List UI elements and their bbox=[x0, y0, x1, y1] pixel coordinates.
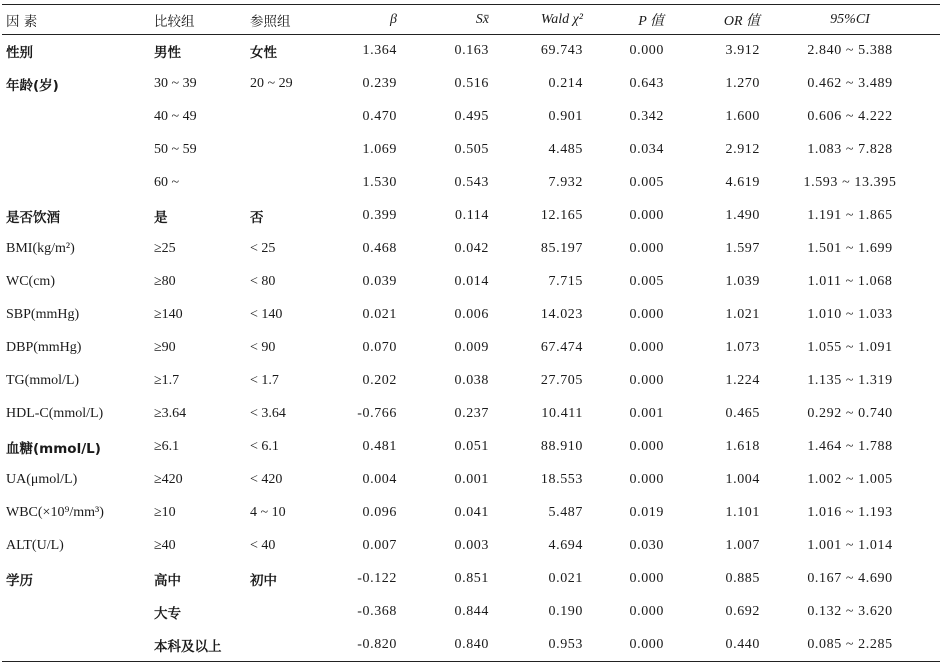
p-cell: 0.005 bbox=[629, 175, 664, 190]
p-cell: 0.000 bbox=[629, 472, 664, 487]
table-body bbox=[2, 35, 940, 662]
se-cell: 0.001 bbox=[454, 472, 489, 487]
factor-cell: HDL-C(mmol/L) bbox=[6, 406, 104, 421]
or-cell: 0.885 bbox=[725, 571, 760, 586]
table-row bbox=[2, 134, 940, 167]
or-cell: 1.597 bbox=[725, 241, 760, 256]
or-cell: 1.073 bbox=[725, 340, 760, 355]
reference-cell: < 140 bbox=[250, 307, 283, 322]
p-cell: 0.034 bbox=[629, 142, 664, 157]
reference-cell: 女性 bbox=[250, 45, 277, 62]
factor-cell: SBP(mmHg) bbox=[6, 307, 80, 322]
ci-cell: 1.135 ~ 1.319 bbox=[807, 373, 893, 388]
table-row bbox=[2, 167, 940, 200]
factor-cell bbox=[2, 596, 154, 629]
ci-cell: 1.593 ~ 13.395 bbox=[803, 175, 897, 190]
wald-cell: 85.197 bbox=[540, 241, 583, 256]
p-cell: 0.000 bbox=[629, 636, 664, 652]
factor-cell: 性别 bbox=[6, 45, 33, 62]
se-cell: 0.495 bbox=[454, 109, 489, 124]
table-row bbox=[2, 596, 940, 629]
or-cell: 2.912 bbox=[725, 142, 760, 157]
table-row bbox=[2, 563, 940, 596]
table-row bbox=[2, 497, 940, 530]
comparison-cell: 60 ~ bbox=[154, 175, 180, 190]
reference-cell bbox=[250, 167, 324, 200]
wald-cell: 4.485 bbox=[548, 142, 583, 157]
beta-cell: 1.069 bbox=[362, 142, 397, 157]
logistic-regression-table bbox=[2, 4, 940, 662]
p-cell: 0.000 bbox=[629, 307, 664, 322]
beta-cell: 1.364 bbox=[362, 43, 397, 59]
table-row bbox=[2, 464, 940, 497]
factor-cell: BMI(kg/m²) bbox=[6, 241, 75, 256]
ci-cell: 2.840 ~ 5.388 bbox=[807, 43, 893, 59]
wald-cell: 7.715 bbox=[548, 274, 583, 289]
beta-cell: 0.039 bbox=[362, 274, 397, 289]
header-se: Sx̄ bbox=[475, 11, 489, 27]
se-cell: 0.844 bbox=[454, 604, 489, 619]
comparison-cell: 本科及以上 bbox=[154, 638, 222, 655]
reference-cell: 20 ~ 29 bbox=[250, 76, 293, 91]
ci-cell: 1.055 ~ 1.091 bbox=[807, 340, 893, 355]
ci-cell: 0.132 ~ 3.620 bbox=[807, 604, 893, 619]
wald-cell: 67.474 bbox=[540, 340, 583, 355]
beta-cell: -0.766 bbox=[357, 406, 397, 421]
se-cell: 0.009 bbox=[454, 340, 489, 355]
comparison-cell: 是 bbox=[154, 210, 168, 226]
ci-cell: 0.606 ~ 4.222 bbox=[807, 109, 893, 124]
factor-cell: DBP(mmHg) bbox=[6, 340, 82, 355]
factor-cell: UA(μmol/L) bbox=[6, 472, 78, 487]
reference-cell bbox=[250, 629, 324, 662]
beta-cell: 0.481 bbox=[362, 439, 397, 454]
header-or: OR 值 bbox=[723, 13, 760, 29]
comparison-cell: ≥3.64 bbox=[154, 406, 187, 421]
table-row bbox=[2, 431, 940, 464]
or-cell: 1.490 bbox=[725, 208, 760, 223]
table-row bbox=[2, 233, 940, 266]
se-cell: 0.051 bbox=[454, 439, 489, 454]
beta-cell: 0.007 bbox=[362, 538, 397, 553]
wald-cell: 10.411 bbox=[541, 406, 583, 421]
wald-cell: 88.910 bbox=[540, 439, 583, 454]
or-cell: 1.618 bbox=[725, 439, 760, 454]
or-cell: 1.039 bbox=[725, 274, 760, 289]
se-cell: 0.163 bbox=[454, 43, 489, 59]
ci-cell: 1.083 ~ 7.828 bbox=[807, 142, 893, 157]
p-cell: 0.000 bbox=[629, 340, 664, 355]
comparison-cell: ≥10 bbox=[154, 505, 176, 520]
beta-cell: 0.202 bbox=[362, 373, 397, 388]
p-cell: 0.000 bbox=[629, 373, 664, 388]
beta-cell: 0.239 bbox=[362, 76, 397, 91]
table-row bbox=[2, 266, 940, 299]
table-row bbox=[2, 35, 940, 68]
ci-cell: 0.167 ~ 4.690 bbox=[807, 571, 893, 586]
wald-cell: 18.553 bbox=[540, 472, 583, 487]
beta-cell: 1.530 bbox=[362, 175, 397, 190]
factor-cell bbox=[2, 101, 154, 134]
p-cell: 0.000 bbox=[629, 241, 664, 256]
p-cell: 0.001 bbox=[629, 406, 664, 421]
table-row bbox=[2, 299, 940, 332]
p-cell: 0.000 bbox=[629, 43, 664, 59]
header-beta: β bbox=[390, 11, 397, 27]
comparison-cell: ≥90 bbox=[154, 340, 176, 355]
comparison-cell: 男性 bbox=[154, 45, 181, 62]
comparison-cell: ≥1.7 bbox=[154, 373, 180, 388]
reference-cell: < 40 bbox=[250, 538, 276, 553]
p-cell: 0.000 bbox=[629, 439, 664, 454]
factor-cell: 是否饮酒 bbox=[6, 210, 60, 226]
beta-cell: 0.096 bbox=[362, 505, 397, 520]
or-cell: 4.619 bbox=[725, 175, 760, 190]
or-cell: 3.912 bbox=[725, 43, 760, 59]
or-cell: 0.465 bbox=[725, 406, 760, 421]
reference-cell: < 25 bbox=[250, 241, 276, 256]
header-ci: 95%CI bbox=[830, 11, 870, 27]
wald-cell: 12.165 bbox=[540, 208, 583, 223]
beta-cell: -0.368 bbox=[357, 604, 397, 619]
p-cell: 0.342 bbox=[629, 109, 664, 124]
comparison-cell: ≥25 bbox=[154, 241, 176, 256]
ci-cell: 1.501 ~ 1.699 bbox=[807, 241, 893, 256]
p-cell: 0.000 bbox=[629, 604, 664, 619]
wald-cell: 0.214 bbox=[548, 76, 583, 91]
wald-cell: 69.743 bbox=[540, 43, 583, 59]
factor-cell: 学历 bbox=[6, 573, 33, 589]
wald-cell: 14.023 bbox=[540, 307, 583, 322]
factor-cell: 血糖(mmol/L) bbox=[6, 441, 101, 457]
se-cell: 0.003 bbox=[454, 538, 489, 553]
header-reference: 参照组 bbox=[250, 13, 291, 30]
wald-cell: 0.021 bbox=[548, 571, 583, 586]
reference-cell: < 1.7 bbox=[250, 373, 279, 388]
reference-cell: 初中 bbox=[250, 573, 277, 589]
factor-cell: WBC(×10⁹/mm³) bbox=[6, 505, 104, 520]
factor-cell: 年龄(岁) bbox=[6, 78, 59, 94]
reference-cell: < 3.64 bbox=[250, 406, 286, 421]
p-cell: 0.030 bbox=[629, 538, 664, 553]
beta-cell: 0.021 bbox=[362, 307, 397, 322]
comparison-cell: ≥80 bbox=[154, 274, 176, 289]
comparison-cell: ≥6.1 bbox=[154, 439, 180, 454]
se-cell: 0.041 bbox=[454, 505, 489, 520]
ci-cell: 1.016 ~ 1.193 bbox=[807, 505, 893, 520]
ci-cell: 0.085 ~ 2.285 bbox=[807, 636, 893, 652]
wald-cell: 0.953 bbox=[548, 636, 583, 652]
beta-cell: -0.122 bbox=[357, 571, 397, 586]
ci-cell: 1.001 ~ 1.014 bbox=[807, 538, 893, 553]
se-cell: 0.042 bbox=[454, 241, 489, 256]
se-cell: 0.505 bbox=[454, 142, 489, 157]
or-cell: 1.004 bbox=[725, 472, 760, 487]
or-cell: 1.021 bbox=[725, 307, 760, 322]
wald-cell: 0.901 bbox=[548, 109, 583, 124]
comparison-cell: 50 ~ 59 bbox=[154, 142, 197, 157]
header-wald: Wald χ² bbox=[540, 11, 583, 27]
table-row bbox=[2, 365, 940, 398]
table-row bbox=[2, 68, 940, 101]
table-header-row bbox=[2, 5, 940, 35]
factor-cell bbox=[2, 167, 154, 200]
or-cell: 1.101 bbox=[725, 505, 760, 520]
table-row bbox=[2, 530, 940, 563]
factor-cell: TG(mmol/L) bbox=[6, 373, 80, 388]
or-cell: 1.600 bbox=[725, 109, 760, 124]
ci-cell: 0.292 ~ 0.740 bbox=[807, 406, 893, 421]
p-cell: 0.019 bbox=[629, 505, 664, 520]
comparison-cell: 大专 bbox=[154, 606, 181, 622]
reference-cell: 否 bbox=[250, 210, 264, 226]
table-row bbox=[2, 398, 940, 431]
header-p: P 值 bbox=[638, 13, 664, 29]
wald-cell: 4.694 bbox=[548, 538, 583, 553]
or-cell: 0.692 bbox=[725, 604, 760, 619]
wald-cell: 5.487 bbox=[548, 505, 583, 520]
se-cell: 0.851 bbox=[454, 571, 489, 586]
table-row bbox=[2, 200, 940, 233]
reference-cell: < 420 bbox=[250, 472, 283, 487]
comparison-cell: ≥420 bbox=[154, 472, 183, 487]
p-cell: 0.005 bbox=[629, 274, 664, 289]
ci-cell: 1.191 ~ 1.865 bbox=[807, 208, 893, 223]
beta-cell: 0.399 bbox=[362, 208, 397, 223]
se-cell: 0.237 bbox=[454, 406, 489, 421]
se-cell: 0.014 bbox=[454, 274, 489, 289]
factor-cell: ALT(U/L) bbox=[6, 538, 64, 553]
header-factor: 因 素 bbox=[6, 13, 38, 30]
table-row bbox=[2, 101, 940, 134]
reference-cell bbox=[250, 101, 324, 134]
se-cell: 0.543 bbox=[454, 175, 489, 190]
p-cell: 0.000 bbox=[629, 208, 664, 223]
reference-cell: < 90 bbox=[250, 340, 276, 355]
ci-cell: 1.010 ~ 1.033 bbox=[807, 307, 893, 322]
beta-cell: 0.470 bbox=[362, 109, 397, 124]
comparison-cell: 30 ~ 39 bbox=[154, 76, 197, 91]
se-cell: 0.114 bbox=[455, 208, 489, 223]
se-cell: 0.006 bbox=[454, 307, 489, 322]
se-cell: 0.516 bbox=[454, 76, 489, 91]
wald-cell: 0.190 bbox=[548, 604, 583, 619]
wald-cell: 27.705 bbox=[540, 373, 583, 388]
header-comparison: 比较组 bbox=[154, 13, 195, 30]
reference-cell: < 6.1 bbox=[250, 439, 279, 454]
comparison-cell: 40 ~ 49 bbox=[154, 109, 197, 124]
reference-cell bbox=[250, 134, 324, 167]
table-row bbox=[2, 629, 940, 662]
or-cell: 1.270 bbox=[725, 76, 760, 91]
wald-cell: 7.932 bbox=[548, 175, 583, 190]
p-cell: 0.000 bbox=[629, 571, 664, 586]
table-row bbox=[2, 332, 940, 365]
p-cell: 0.643 bbox=[629, 76, 664, 91]
reference-cell: 4 ~ 10 bbox=[250, 505, 286, 520]
factor-cell: WC(cm) bbox=[6, 274, 55, 289]
comparison-cell: ≥40 bbox=[154, 538, 176, 553]
se-cell: 0.038 bbox=[454, 373, 489, 388]
ci-cell: 1.464 ~ 1.788 bbox=[807, 439, 893, 454]
comparison-cell: 高中 bbox=[154, 573, 181, 589]
factor-cell bbox=[2, 629, 154, 662]
factor-cell bbox=[2, 134, 154, 167]
reference-cell bbox=[250, 596, 324, 629]
comparison-cell: ≥140 bbox=[154, 307, 183, 322]
ci-cell: 1.002 ~ 1.005 bbox=[807, 472, 893, 487]
reference-cell: < 80 bbox=[250, 274, 276, 289]
beta-cell: -0.820 bbox=[357, 636, 397, 652]
or-cell: 1.007 bbox=[725, 538, 760, 553]
or-cell: 0.440 bbox=[725, 636, 760, 652]
or-cell: 1.224 bbox=[725, 373, 760, 388]
beta-cell: 0.070 bbox=[362, 340, 397, 355]
se-cell: 0.840 bbox=[454, 636, 489, 652]
beta-cell: 0.004 bbox=[362, 472, 397, 487]
ci-cell: 1.011 ~ 1.068 bbox=[807, 274, 893, 289]
beta-cell: 0.468 bbox=[362, 241, 397, 256]
ci-cell: 0.462 ~ 3.489 bbox=[807, 76, 893, 91]
